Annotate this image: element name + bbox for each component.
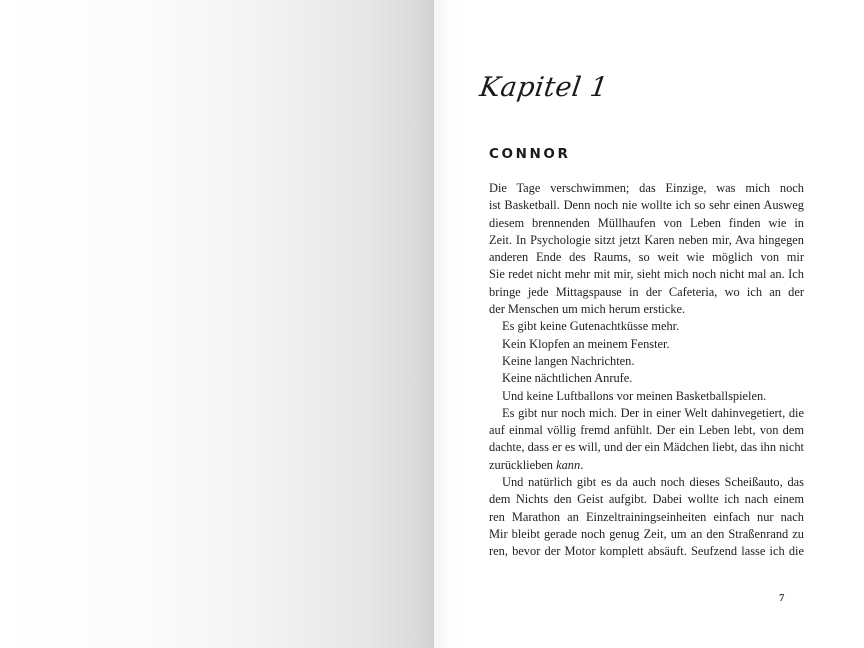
text-line <box>489 232 804 249</box>
text-line-content: Mir bleibt gerade noch genug Zeit, um an den Straßenrand zu <box>489 526 804 541</box>
text-line-content: dem Nichts den Geist aufgibt. Dabei wollte ich nach einem <box>489 492 804 507</box>
chapter-title: Kapitel 1 <box>477 72 611 103</box>
text-line-content: dachte, dass er es will, und der ein Mädchen liebt, das ihn nicht <box>489 440 804 455</box>
text-line <box>489 353 804 370</box>
text-line-content: der Menschen um mich herum ersticke. <box>489 302 686 317</box>
text-line-content: Es gibt nur noch mich. Der in einer Welt dahinvegetiert, die <box>502 405 804 420</box>
text-line <box>489 266 804 283</box>
text-line <box>489 336 804 353</box>
text-line <box>489 509 804 526</box>
page-number: 7 <box>779 592 785 604</box>
text-line <box>489 388 804 405</box>
chapter-body-text <box>489 180 804 561</box>
text-line <box>489 284 804 301</box>
text-line-content: ren, bevor der Motor komplett absäuft. Seufzend lasse ich die <box>489 544 804 559</box>
text-line <box>489 318 804 335</box>
text-line-content: ist Basketball. Denn noch nie wollte ich so sehr einen Ausweg <box>489 198 804 213</box>
text-line <box>489 439 804 456</box>
text-line <box>489 491 804 508</box>
chapter-pov-name: CONNOR <box>489 146 571 162</box>
text-line-content: Und keine Luftballons vor meinen Basketballspielen. <box>502 388 767 403</box>
text-line-content: Keine langen Nachrichten. <box>502 353 635 368</box>
text-line-content: ren Marathon an Einzeltrainingseinheiten einfach nur nach <box>489 509 804 524</box>
emphasized-word: kann <box>556 457 581 472</box>
text-line-content: Die Tage verschwimmen; das Einzige, was mich noch <box>489 181 804 195</box>
text-line <box>489 405 804 422</box>
text-line <box>489 422 804 439</box>
text-line-content: diesem brennenden Müllhaufen von Leben finden wie in <box>489 215 804 230</box>
text-line-content: auf einmal völlig fremd anfühlt. Der ein Leben lebt, von dem <box>489 423 804 438</box>
text-line <box>489 457 804 474</box>
text-line <box>489 301 804 318</box>
text-line-content: Sie redet nicht mehr mit mir, sieht mich noch nicht mal an. Ich <box>489 267 804 282</box>
text-line <box>489 180 804 197</box>
text-line-content: Kein Klopfen an meinem Fenster. <box>502 336 670 351</box>
text-line-content: Es gibt keine Gutenachtküsse mehr. <box>502 319 680 334</box>
text-line <box>489 474 804 491</box>
text-line-content: Zeit. In Psychologie sitzt jetzt Karen neben mir, Ava hingegen <box>489 232 804 247</box>
text-line <box>489 249 804 266</box>
text-line-content: Und natürlich gibt es da auch noch dieses Scheißauto, das <box>502 475 804 490</box>
text-line <box>489 543 804 560</box>
text-line <box>489 526 804 543</box>
text-line-content: anderen Ende des Raums, so weit wie möglich von mir <box>489 250 804 265</box>
text-line-content: Keine nächtlichen Anrufe. <box>502 371 633 386</box>
text-line <box>489 370 804 387</box>
text-line <box>489 197 804 214</box>
text-line <box>489 215 804 232</box>
text-line-content: zurücklieben <box>489 457 557 472</box>
text-line-content: bringe jede Mittagspause in der Cafeteria, wo ich an der <box>489 284 804 299</box>
text-line-end: . <box>580 457 584 472</box>
